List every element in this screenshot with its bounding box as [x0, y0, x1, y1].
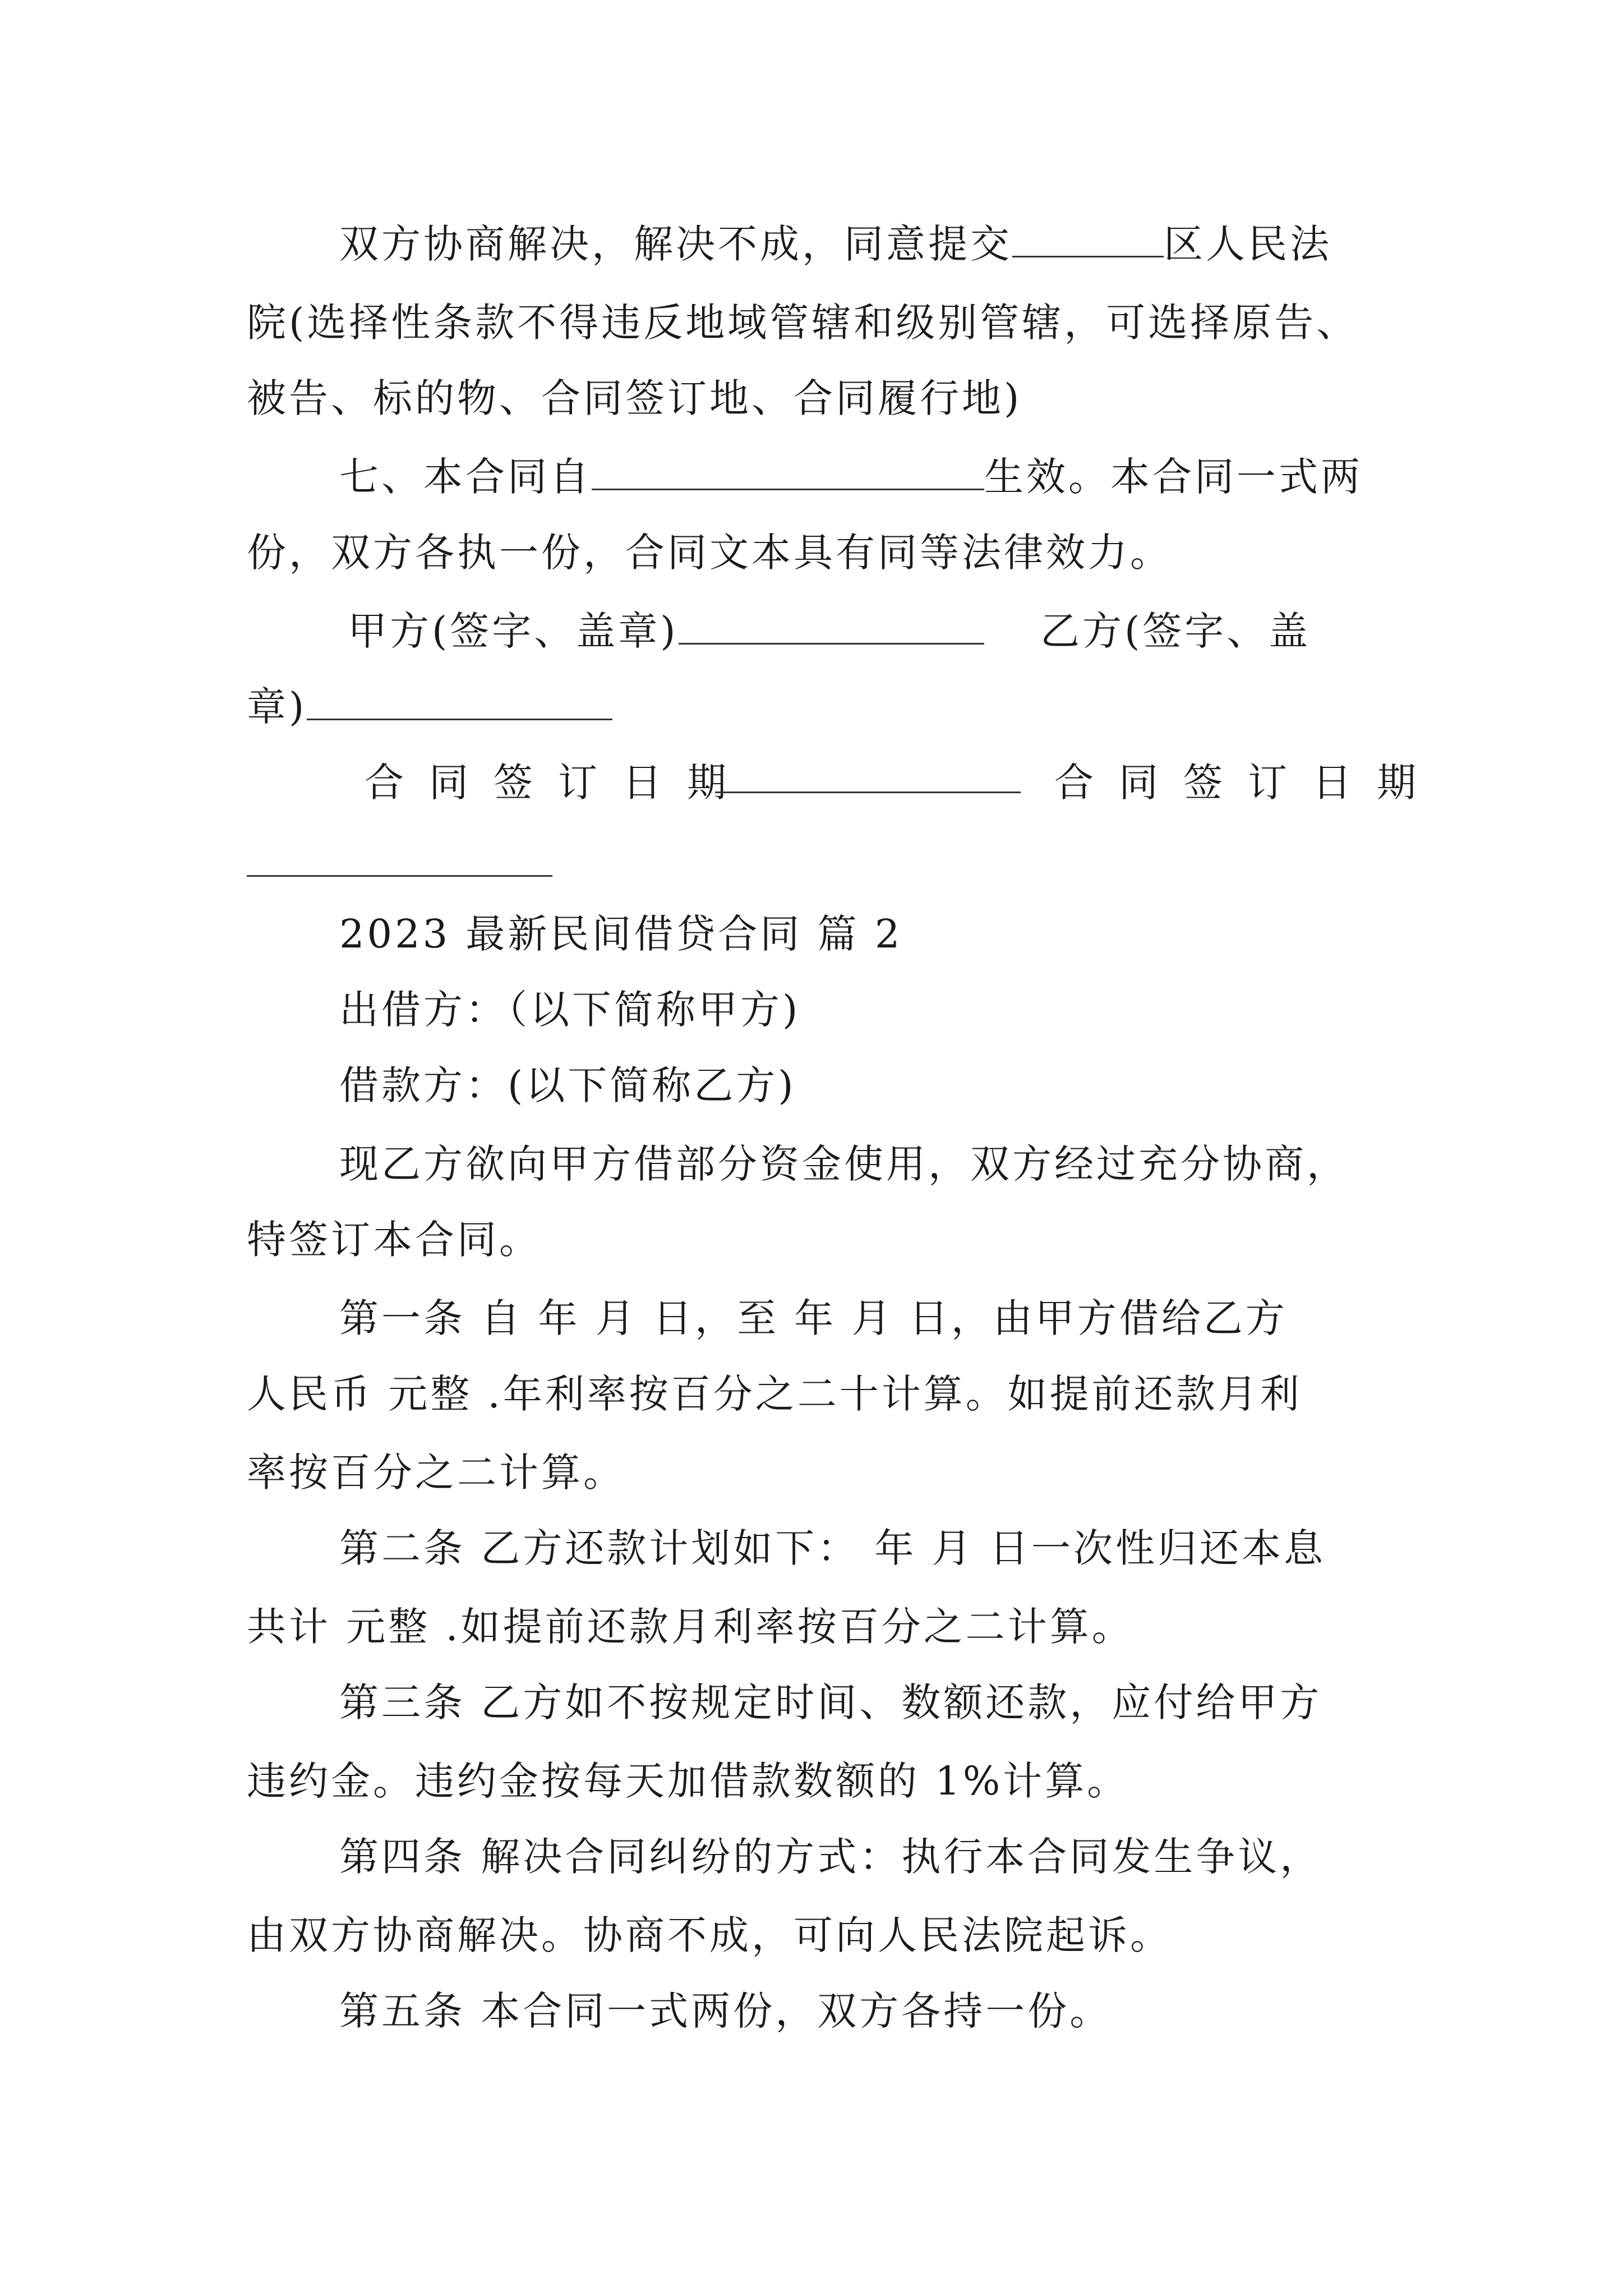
text: 人民币 元整 .年利率按百分之二十计算。如提前还款月利: [247, 1371, 1302, 1417]
date-line: [1054, 754, 1441, 811]
party-a-signature-label: 甲方(签字、盖章): [348, 608, 679, 654]
borrower-line: [339, 1057, 796, 1114]
text: 共计 元整 .如提前还款月利率按百分之二计算。: [247, 1604, 1134, 1650]
article-1: [339, 1290, 1288, 1346]
text: 区人民法: [1164, 221, 1332, 267]
text: 违约金。违约金按每天加借款数额的 1%计算。: [247, 1758, 1129, 1804]
article-2: [247, 1599, 1134, 1655]
text: 章): [247, 684, 307, 730]
blank-court-district: [1012, 219, 1164, 257]
article-4: [339, 1829, 1322, 1885]
text: 院(选择性条款不得违反地域管辖和级别管辖，可选择原告、: [247, 300, 1359, 346]
paragraph-line: [247, 370, 1022, 426]
text: 出借方：（以下简称甲方): [339, 987, 801, 1033]
paragraph-line: [247, 524, 1172, 581]
paragraph-line: [339, 449, 1363, 505]
text: 借款方：(以下简称乙方): [339, 1062, 796, 1108]
paragraph-line: [247, 1212, 541, 1268]
text: 被告、标的物、合同签订地、合同履行地): [247, 375, 1022, 421]
text: 七、本合同自: [339, 454, 592, 500]
paragraph-line: [247, 295, 1358, 351]
article-3: [247, 1753, 1129, 1809]
signature-line: [348, 603, 984, 659]
text: 第二条 乙方还款计划如下： 年 月 日一次性归还本息: [339, 1525, 1326, 1571]
blank-effective-date: [592, 452, 984, 490]
lender-line: [339, 982, 800, 1038]
text: 率按百分之二计算。: [247, 1450, 625, 1496]
text: 第五条 本合同一式两份，双方各持一份。: [339, 1988, 1112, 2034]
text: 第三条 乙方如不按规定时间、数额还款，应付给甲方: [339, 1680, 1322, 1726]
blank-signing-date-b: [247, 875, 552, 877]
article-2: [339, 1520, 1326, 1576]
date-line: [365, 754, 751, 811]
text: 双方协商解决，解决不成，同意提交: [339, 221, 1012, 267]
article-5: [339, 1983, 1112, 2039]
paragraph-line: [339, 1136, 1349, 1192]
blank-party-a-signature: [679, 606, 984, 645]
heading-text: 2023 最新民间借贷合同 篇 2: [339, 911, 903, 957]
text: 第四条 解决合同纠纷的方式：执行本合同发生争议，: [339, 1834, 1322, 1880]
blank-party-b-signature: [307, 682, 612, 720]
text: 份，双方各执一份，合同文本具有同等法律效力。: [247, 530, 1172, 576]
signature-line: [247, 679, 612, 735]
signing-date-label: 合同签订日期: [365, 760, 751, 806]
text: 第一条 自 年 月 日，至 年 月 日，由甲方借给乙方: [339, 1295, 1288, 1341]
blank-signing-date-a: [715, 754, 1021, 793]
text: 生效。本合同一式两: [984, 454, 1363, 500]
party-b-signature-label: 乙方(签字、盖: [1040, 608, 1311, 654]
text: 由双方协商解决。协商不成，可向人民法院起诉。: [247, 1912, 1172, 1958]
paragraph-line: [339, 216, 1332, 272]
signing-date-label: 合同签订日期: [1054, 760, 1441, 806]
text: 现乙方欲向甲方借部分资金使用，双方经过充分协商，: [339, 1141, 1349, 1187]
article-4: [247, 1907, 1172, 1963]
contract-heading: [339, 906, 902, 962]
text: 特签订本合同。: [247, 1217, 541, 1263]
signature-line: [1040, 603, 1311, 659]
article-1: [247, 1366, 1302, 1422]
article-1: [247, 1444, 625, 1501]
article-3: [339, 1674, 1322, 1731]
